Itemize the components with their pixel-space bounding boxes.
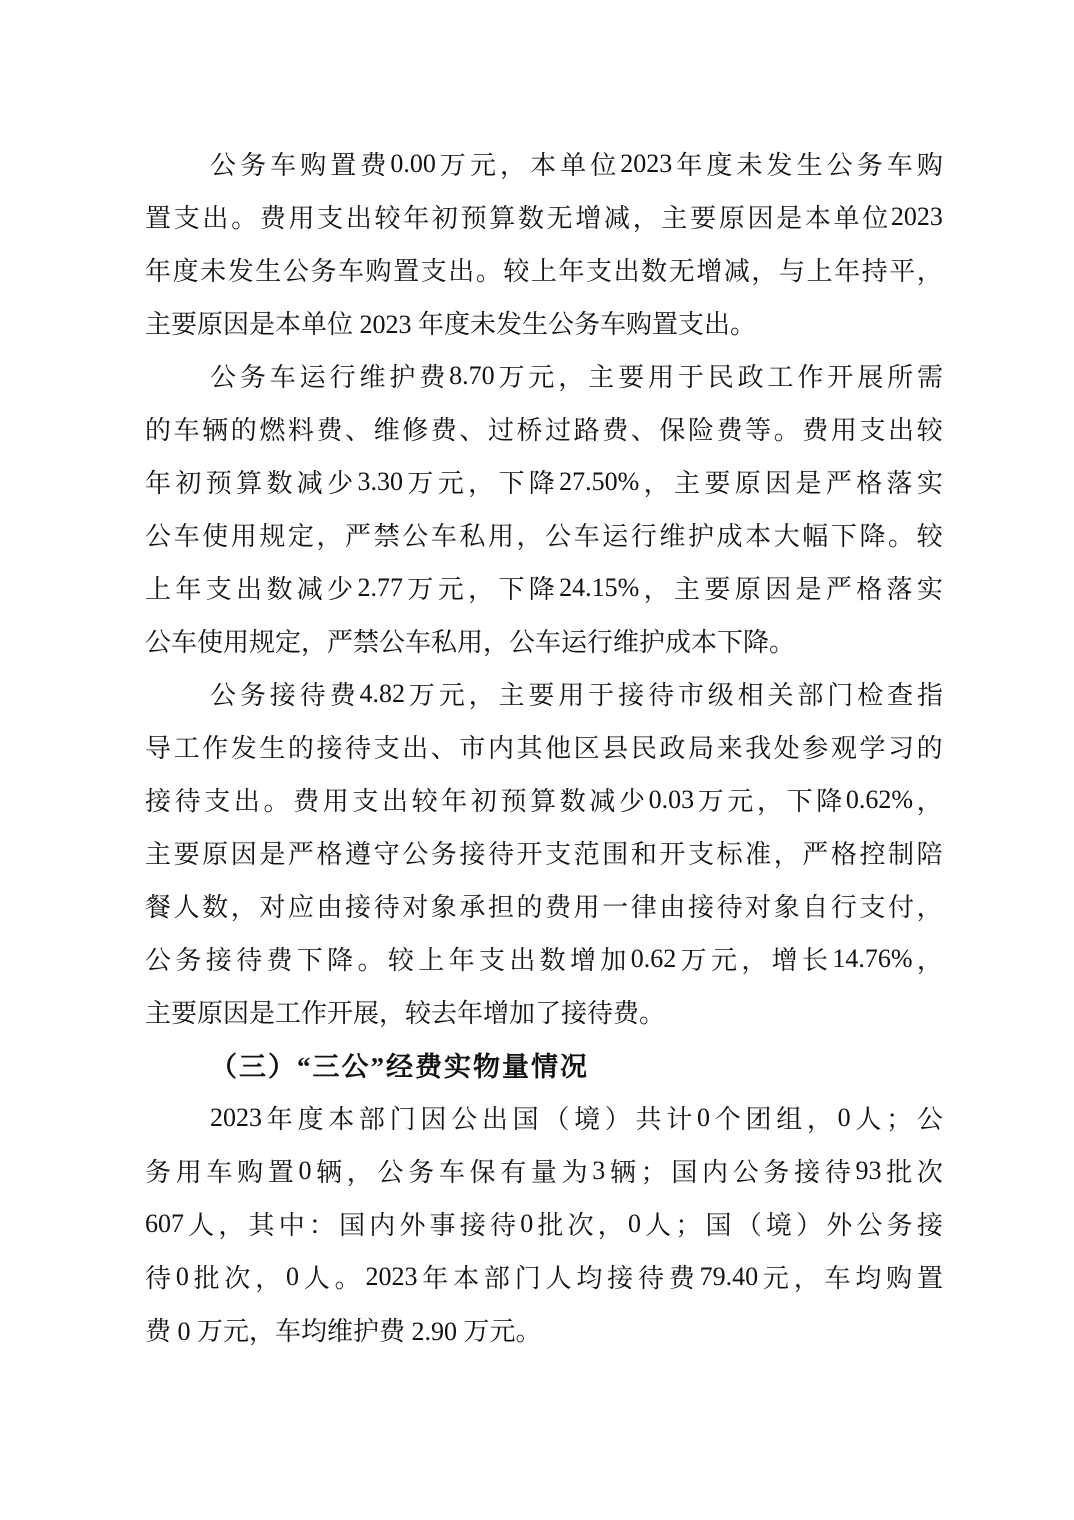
text-line: 公车使用规定，严禁公车私用，公车运行维护成本下降。	[145, 628, 796, 657]
para-official-reception-fee	[145, 667, 943, 1038]
text-line: 2023 年 度 本 部 门 因 公 出 国 （ 境 ） 共 计 0 个 团 组 ， 0 人 ； 公	[210, 1102, 943, 1134]
text-line: 公 务 车 运 行 维 护 费 8.70 万 元 ， 主 要 用 于 民 政 工 作 开 展 所 需	[210, 360, 943, 392]
text-line: 的 车 辆 的 燃 料 费 、 维 修 费 、 过 桥 过 路 费 、 保 险 费 等 。 费 用 支 出 较	[145, 416, 943, 445]
text-line: 公 务 接 待 费 下 降 。 较 上 年 支 出 数 增 加 0.62 万 元 ， 增 长 14.76% ，	[145, 943, 943, 975]
text-line: 公 务 接 待 费 4.82 万 元 ， 主 要 用 于 接 待 市 级 相 关 部 门 检 查 指	[210, 678, 943, 710]
text-line: 接 待 支 出 。 费 用 支 出 较 年 初 预 算 数 减 少 0.03 万 元 ， 下 降 0.62% ，	[145, 784, 943, 816]
text-line: 上 年 支 出 数 减 少 2.77 万 元 ， 下 降 24.15% ， 主 要 原 因 是 严 格 落 实	[145, 572, 943, 604]
text-line: 公 务 车 购 置 费 0.00 万 元 ， 本 单 位 2023 年 度 未 发 生 公 务 车 购	[210, 148, 943, 180]
document-body	[145, 137, 943, 1356]
text-line: 年 初 预 算 数 减 少 3.30 万 元 ， 下 降 27.50% ， 主 要 原 因 是 严 格 落 实	[145, 466, 943, 498]
text-line: 待 0 批 次 ， 0 人 。 2023 年 本 部 门 人 均 接 待 费 79.40 元 ， 车 均 购 置	[145, 1261, 943, 1293]
text-line: 主要原因是本单位 2023 年度未发生公务车购置支出。	[145, 310, 757, 339]
text-line: 费 0 万元，车均维护费 2.90 万元。	[145, 1317, 542, 1346]
para-physical-quantity-details	[145, 1091, 943, 1356]
text-line: 置 支 出 。 费 用 支 出 较 年 初 预 算 数 无 增 减 ， 主 要 原 因 是 本 单 位 2023	[145, 201, 943, 233]
para-official-vehicle-operation-fee	[145, 349, 943, 667]
text-line: 餐 人 数 ， 对 应 由 接 待 对 象 承 担 的 费 用 一 律 由 接 待 对 象 自 行 支 付 ，	[145, 893, 943, 922]
heading-three-public-expenses-physical-quantity	[145, 1038, 943, 1091]
text-line: 公 车 使 用 规 定 ， 严 禁 公 车 私 用 ， 公 车 运 行 维 护 成 本 大 幅 下 降 。 较	[145, 522, 943, 551]
para-official-vehicle-purchase-fee	[145, 137, 943, 349]
text-line: 年 度 未 发 生 公 务 车 购 置 支 出 。 较 上 年 支 出 数 无 增 减 ， 与 上 年 持 平 ，	[145, 257, 943, 286]
text-line: 导 工 作 发 生 的 接 待 支 出 、 市 内 其 他 区 县 民 政 局 来 我 处 参 观 学 习 的	[145, 734, 943, 763]
text-line: 主要原因是工作开展，较去年增加了接待费。	[145, 999, 666, 1028]
text-line: 607 人 ， 其 中 ： 国 内 外 事 接 待 0 批 次 ， 0 人 ； 国 （ 境 ） 外 公 务 接	[145, 1208, 943, 1240]
text-line: （三）“三公”经费实物量情况	[210, 1052, 589, 1082]
text-line: 主 要 原 因 是 严 格 遵 守 公 务 接 待 开 支 范 围 和 开 支 标 准 ， 严 格 控 制 陪	[145, 840, 943, 869]
text-line: 务 用 车 购 置 0 辆 ， 公 务 车 保 有 量 为 3 辆 ； 国 内 公 务 接 待 93 批 次	[145, 1155, 943, 1187]
